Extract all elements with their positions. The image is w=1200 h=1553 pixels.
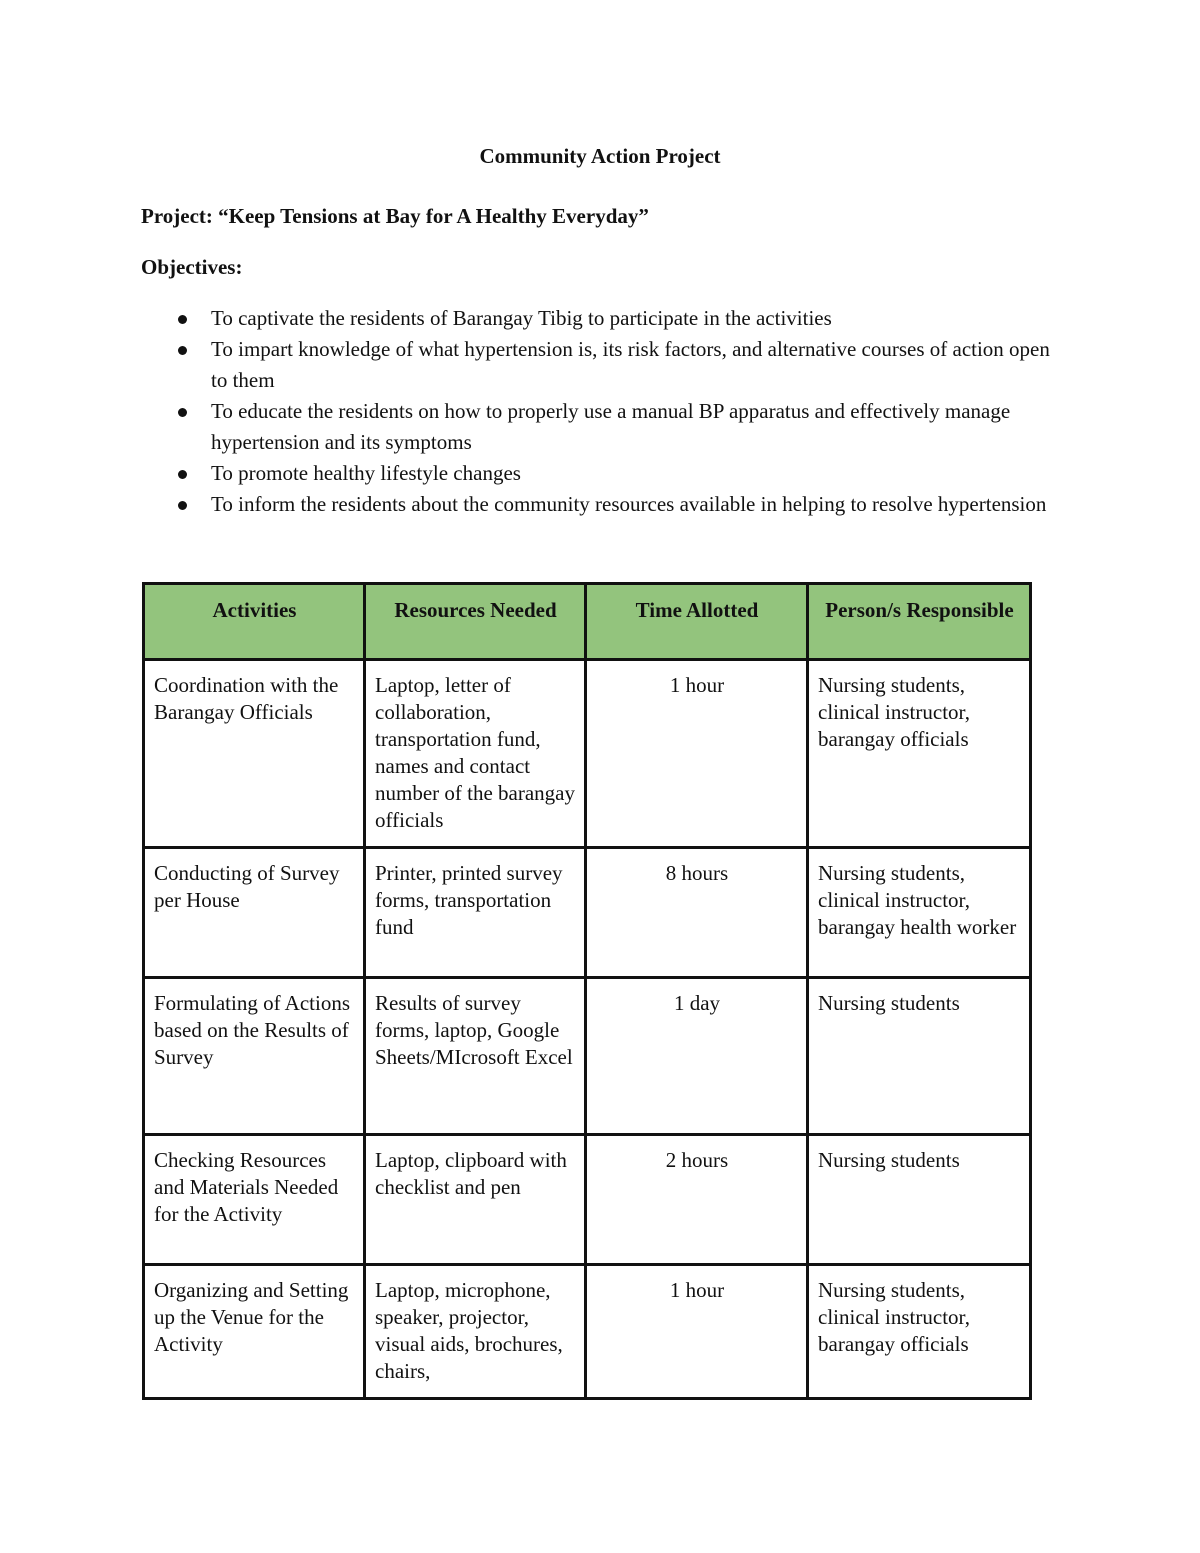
bullet-icon [178, 346, 187, 355]
table-row [144, 1265, 1031, 1399]
cell-time: 1 hour [586, 660, 808, 848]
objective-text: To inform the residents about the community resources available in helping to resolve hypertension [211, 492, 1047, 516]
header-time-allotted: Time Allotted [586, 584, 808, 660]
bullet-icon [178, 470, 187, 479]
objective-item [141, 458, 1051, 489]
cell-activity: Formulating of Actions based on the Results of Survey [144, 978, 365, 1135]
objective-text: To impart knowledge of what hypertension is, its risk factors, and alternative courses of action open to them [211, 337, 1050, 392]
project-label: Project: [141, 204, 213, 228]
cell-persons: Nursing students, clinical instructor, barangay officials [808, 660, 1031, 848]
objective-item [141, 489, 1051, 520]
header-resources-needed: Resources Needed [365, 584, 586, 660]
table-row [144, 978, 1031, 1135]
document-title: Community Action Project [479, 144, 721, 168]
cell-persons: Nursing students, clinical instructor, barangay officials [808, 1265, 1031, 1399]
table-row [144, 660, 1031, 848]
cell-time: 1 hour [586, 1265, 808, 1399]
cell-time: 2 hours [586, 1135, 808, 1265]
cell-resources: Laptop, clipboard with checklist and pen [365, 1135, 586, 1265]
cell-persons: Nursing students [808, 1135, 1031, 1265]
cell-persons: Nursing students, clinical instructor, barangay health worker [808, 848, 1031, 978]
cell-activity: Coordination with the Barangay Officials [144, 660, 365, 848]
header-persons-responsible: Person/s Responsible [808, 584, 1031, 660]
cell-resources: Laptop, microphone, speaker, projector, visual aids, brochures, chairs, [365, 1265, 586, 1399]
objectives-heading: Objectives: [141, 255, 243, 279]
objective-item [141, 334, 1051, 396]
cell-resources: Laptop, letter of collaboration, transportation fund, names and contact number of the barangay officials [365, 660, 586, 848]
action-plan-table [142, 582, 1032, 1400]
table-row [144, 1135, 1031, 1265]
objective-text: To educate the residents on how to properly use a manual BP apparatus and effectively manage hypertension and its symptoms [211, 399, 1011, 454]
bullet-icon [178, 501, 187, 510]
project-line [141, 201, 649, 231]
objective-item [141, 303, 1051, 334]
table-row [144, 848, 1031, 978]
objective-text: To promote healthy lifestyle changes [211, 461, 521, 485]
cell-persons: Nursing students [808, 978, 1031, 1135]
objectives-list [141, 303, 1051, 520]
bullet-icon [178, 408, 187, 417]
objective-text: To captivate the residents of Barangay Tibig to participate in the activities [211, 306, 832, 330]
cell-time: 1 day [586, 978, 808, 1135]
cell-activity: Organizing and Setting up the Venue for the Activity [144, 1265, 365, 1399]
cell-resources: Results of survey forms, laptop, Google Sheets/MIcrosoft Excel [365, 978, 586, 1135]
objective-item [141, 396, 1051, 458]
cell-time: 8 hours [586, 848, 808, 978]
table-header-row [144, 584, 1031, 660]
cell-resources: Printer, printed survey forms, transportation fund [365, 848, 586, 978]
cell-activity: Conducting of Survey per House [144, 848, 365, 978]
cell-activity: Checking Resources and Materials Needed for the Activity [144, 1135, 365, 1265]
header-activities: Activities [144, 584, 365, 660]
project-name: “Keep Tensions at Bay for A Healthy Everyday” [218, 204, 649, 228]
bullet-icon [178, 315, 187, 324]
